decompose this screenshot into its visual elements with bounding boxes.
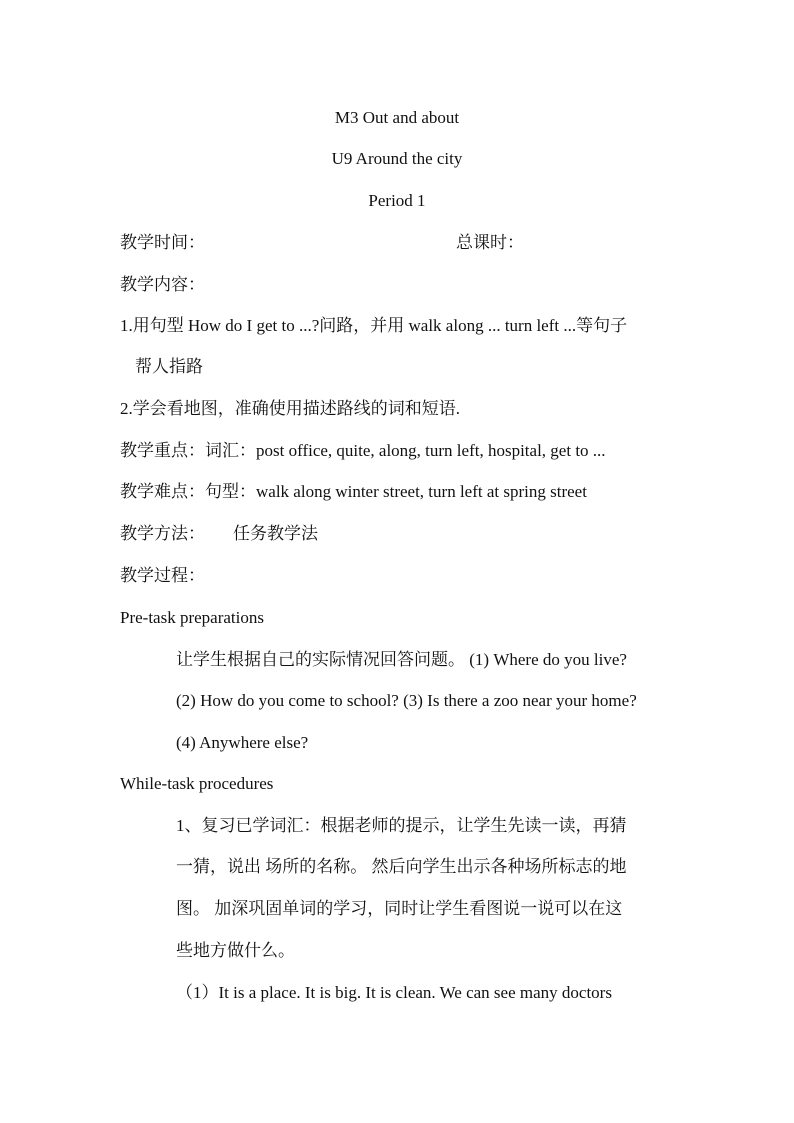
- while-task-line-3: 图。 加深巩固单词的学习，同时让学生看图说一说可以在这: [176, 899, 623, 918]
- difficulties: 教学难点：句型：walk along winter street, turn left at spring street: [120, 482, 587, 501]
- module-title: M3 Out and about: [334, 108, 460, 127]
- pre-task-line-3: (4) Anywhere else?: [176, 733, 309, 752]
- content-item-2: 2.学会看地图，准确使用描述路线的词和短语.: [120, 399, 460, 418]
- teaching-content-label: 教学内容：: [120, 275, 205, 294]
- pre-task-line-2: (2) How do you come to school? (3) Is there a zoo near your home?: [176, 691, 637, 710]
- while-task-line-4: 些地方做什么。: [176, 941, 295, 960]
- pre-task-line-1: 让学生根据自己的实际情况回答问题。 (1) Where do you live?: [176, 650, 627, 669]
- pre-task-heading: Pre-task preparations: [120, 608, 264, 627]
- period-title: Period 1: [368, 191, 426, 210]
- content-item-1: 1.用句型 How do I get to ...?问路，并用 walk along ... turn left ...等句子: [120, 316, 628, 335]
- teaching-time-label: 教学时间：: [120, 233, 205, 252]
- while-task-line-5: （1）It is a place. It is big. It is clean. We can see many doctors: [176, 983, 612, 1002]
- key-points: 教学重点：词汇：post office, quite, along, turn left, hospital, get to ...: [120, 441, 606, 460]
- unit-title: U9 Around the city: [331, 149, 463, 168]
- process-label: 教学过程：: [120, 566, 205, 585]
- while-task-heading: While-task procedures: [120, 774, 274, 793]
- while-task-line-2: 一猜，说出 场所的名称。 然后向学生出示各种场所标志的地: [176, 857, 627, 876]
- method-label: 教学方法：: [120, 524, 205, 543]
- total-hours-label: 总课时：: [456, 233, 524, 252]
- method-value: 任务教学法: [233, 524, 318, 543]
- content-item-1-continued: 帮人指路: [135, 357, 203, 376]
- while-task-line-1: 1、复习已学词汇：根据老师的提示，让学生先读一读，再猜: [176, 816, 627, 835]
